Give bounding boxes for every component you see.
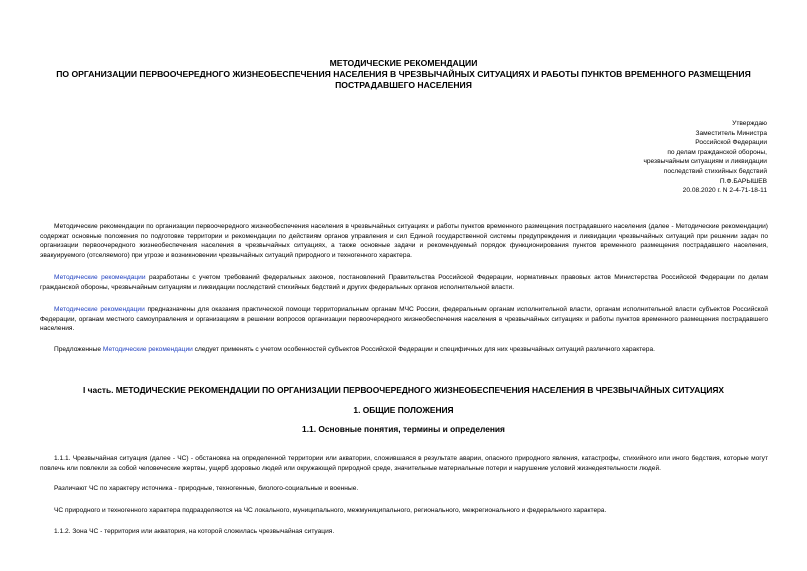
approval-line: Утверждаю: [732, 120, 767, 127]
body-paragraph-2-text: Различают ЧС по характеру источника - природные, техногенные, биолого-социальные и военные.: [54, 485, 359, 492]
body-paragraph-4-text: 1.1.2. Зона ЧС - территория или акватория, на которой сложилась чрезвычайная ситуация.: [54, 528, 335, 535]
body-paragraph-2: [40, 484, 768, 494]
body-paragraph-3-text: ЧС природного и техногенного характера подразделяются на ЧС локального, муниципального, межмуниципального, регионального, межрегионального и федерального характера.: [54, 507, 607, 514]
approval-line: Российской Федерации: [695, 139, 767, 147]
subsection-heading: 1.1. Основные понятия, термины и определения: [302, 424, 505, 434]
body-paragraph-1-text: 1.1.1. Чрезвычайная ситуация (далее - ЧС) - обстановка на определенной территории или акватории, сложившаяся в результате аварии, опасного природного явления, катастрофы, стихийного или иного бедствия, которые могут повлечь или повлекли за собой человеческие жертвы, ущерб здоровью людей или окружающей природной среде, значительные материальные потери и нарушение условий жизнедеятельности людей.: [40, 455, 768, 472]
title-line-3: ПОСТРАДАВШЕГО НАСЕЛЕНИЯ: [335, 80, 472, 91]
intro-paragraph-3-text: предназначены для оказания практической помощи территориальным органам МЧС России, федеральным органам исполнительной власти, органам исполнительной власти субъектов Российской Федерации, органам местного самоуправления и организациям в решении вопросов организации первоочередного жизнеобеспечения населения в чрезвычайных ситуациях и работы пунктов временного размещения пострадавшего населения.: [40, 306, 768, 333]
body-paragraph-1: [40, 454, 768, 473]
methodical-recommendations-link[interactable]: Методические рекомендации: [54, 306, 145, 313]
intro-paragraph-2: [40, 273, 768, 292]
intro-paragraph-2-text: разработаны с учетом требований федеральных законов, постановлений Правительства Российской Федерации, нормативных правовых актов Министерства Российской Федерации по делам гражданской обороны, чрезвычайным ситуациям и ликвидации последствий стихийных бедствий и других федеральных органов исполнительной власти.: [40, 274, 768, 291]
approval-line: по делам гражданской обороны,: [667, 148, 767, 156]
intro-paragraph-4-text: следует применять с учетом особенностей субъектов Российской Федерации и специфичных для них чрезвычайных ситуаций различного характера.: [192, 346, 655, 353]
section-heading: 1. ОБЩИЕ ПОЛОЖЕНИЯ: [353, 405, 454, 415]
methodical-recommendations-link[interactable]: Методические рекомендации: [54, 274, 146, 281]
title-line-1: МЕТОДИЧЕСКИЕ РЕКОМЕНДАЦИИ: [329, 58, 478, 68]
approval-block: [527, 119, 767, 196]
approval-signatory: П.Ф.БАРЫШЕВ: [719, 177, 767, 185]
approval-line: последствий стихийных бедствий: [663, 167, 767, 175]
intro-paragraph-1: [40, 222, 768, 260]
approval-line: Заместитель Министра: [695, 129, 767, 137]
intro-paragraph-4-prefix: Предложенные: [54, 346, 103, 353]
body-paragraph-4: [40, 527, 768, 537]
body-paragraph-3: [40, 506, 768, 516]
part-heading: I часть. МЕТОДИЧЕСКИЕ РЕКОМЕНДАЦИИ ПО ОРГАНИЗАЦИИ ПЕРВООЧЕРЕДНОГО ЖИЗНЕОБЕСПЕЧЕНИЯ НАСЕЛЕНИЯ В ЧРЕЗВЫЧАЙНЫХ СИТУАЦИЯХ: [83, 385, 724, 395]
methodical-recommendations-link[interactable]: Методические рекомендации: [102, 346, 193, 353]
intro-paragraph-1-text: Методические рекомендации по организации первоочередного жизнеобеспечения населения в чрезвычайных ситуациях и работы пунктов временного размещения пострадавшего населения (далее - Методические рекомендации) содержат основные положения по подготовке территории и рекомендации по действиям органов управления и сил Единой государственной системы предупреждения и ликвидации чрезвычайных ситуаций при решении задач по организации первоочередного жизнеобеспечения населения в чрезвычайных ситуациях, а также основные задачи и рекомендуемый порядок функционирования пунктов временного размещения пострадавшего населения, эвакуируемого (отселяемого) при угрозе и возникновении чрезвычайных ситуаций природного и техногенного характера.: [40, 223, 768, 259]
title-line-2: ПО ОРГАНИЗАЦИИ ПЕРВООЧЕРЕДНОГО ЖИЗНЕОБЕСПЕЧЕНИЯ НАСЕЛЕНИЯ В ЧРЕЗВЫЧАЙНЫХ СИТУАЦИЯХ И РАБОТЫ ПУНКТОВ ВРЕМЕННОГО РАЗМЕЩЕНИЯ: [56, 69, 751, 80]
intro-paragraph-4: [40, 345, 768, 355]
approval-date-number: 20.08.2020 г. N 2-4-71-18-11: [682, 187, 767, 195]
document-title: [40, 58, 767, 92]
intro-paragraph-3: [40, 305, 768, 334]
approval-line: чрезвычайным ситуациям и ликвидации: [643, 158, 767, 166]
